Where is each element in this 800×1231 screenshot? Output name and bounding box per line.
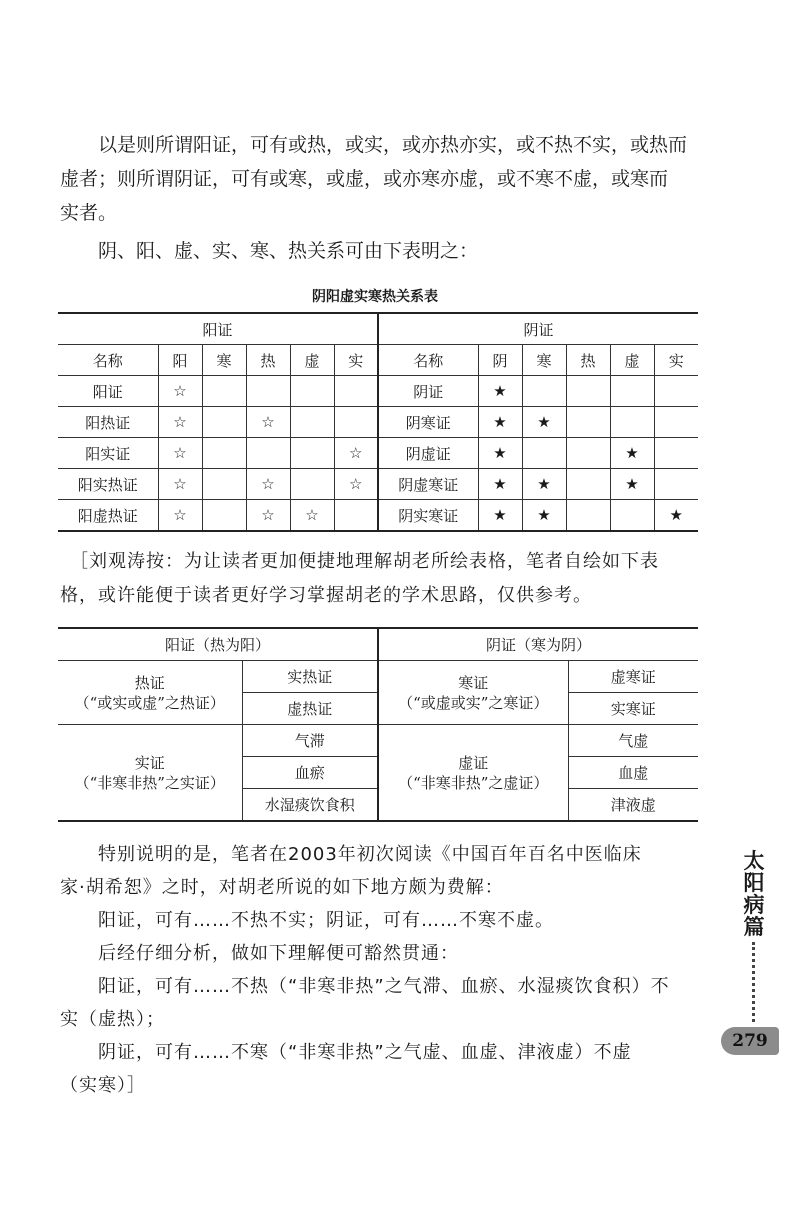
cold-syndrome-label: 寒证 [458,673,489,692]
star-mark [334,376,378,407]
excess-cold-cell: 实寒证 [568,693,698,725]
yin-row-name: 阴寒证 [378,407,478,438]
column-header: 热 [566,345,610,376]
star-mark: ★ [522,500,566,532]
star-mark [566,376,610,407]
star-mark: ☆ [158,500,202,532]
yin-group-header: 阴证 [378,313,698,345]
column-header: 名称 [378,345,478,376]
table-row [58,725,698,757]
table-row [58,500,698,532]
deficiency-syndrome-subtitle: （“非寒非热”之虚证） [398,773,549,792]
star-mark: ★ [478,376,522,407]
column-header: 阳 [158,345,202,376]
table-row [58,407,698,438]
star-mark: ☆ [158,469,202,500]
star-mark: ☆ [290,500,334,532]
table-group-header-row [58,313,698,345]
star-mark: ★ [522,407,566,438]
yin-row-name: 阴证 [378,376,478,407]
star-mark: ★ [654,500,698,532]
dampness-phlegm-cell: 水湿痰饮食积 [242,789,378,822]
star-mark [522,438,566,469]
star-mark [566,438,610,469]
star-mark: ★ [610,438,654,469]
column-header: 名称 [58,345,158,376]
star-mark [202,469,246,500]
column-header: 实 [654,345,698,376]
star-mark: ☆ [334,438,378,469]
excess-syndrome-subtitle: （“非寒非热”之实证） [74,773,225,792]
qi-deficiency-cell: 气虚 [568,725,698,757]
editor-note: ［刘观涛按：为让读者更加便捷地理解胡老所绘表格，笔者自绘如下表 格，或许能便于读者更好学习掌握胡老的学术思路，仅供参考。 [60,551,659,606]
heat-syndrome-subtitle: （“或实或虚”之热证） [74,693,225,712]
star-mark: ☆ [246,500,290,532]
star-mark [202,500,246,532]
star-mark: ★ [522,469,566,500]
yin-row-name: 阴虚证 [378,438,478,469]
star-mark [246,376,290,407]
table-row [58,438,698,469]
excess-syndrome-label: 实证 [134,753,165,772]
star-mark [566,407,610,438]
star-mark [202,438,246,469]
cold-syndrome-subtitle: （“或虚或实”之寒证） [398,693,549,712]
star-mark: ☆ [158,376,202,407]
excess-syndrome-cell [58,725,242,822]
column-header: 虚 [610,345,654,376]
star-mark [610,407,654,438]
star-mark [654,407,698,438]
column-header: 阴 [478,345,522,376]
yang-row-name: 阳虚热证 [58,500,158,532]
commentary-paragraph: 特别说明的是，笔者在2003年初次阅读《中国百年百名中医临床 家·胡希恕》之时，对胡老所说的如下地方颇为费解： 阳证，可有……不热不实；阴证，可有……不寒不虚。 后经仔细分析，做如下理解便可豁然贯通： 阳证，可有……不热（“非寒非热”之气滞、血瘀、水湿痰饮食积）不 实（虚热）； 阴证，可有……不寒（“非寒非热”之气虚、血虚、津液虚）不虚 （实寒）］ [60,844,670,1096]
column-header: 寒 [202,345,246,376]
column-header: 寒 [522,345,566,376]
table-row [58,469,698,500]
star-mark: ★ [478,500,522,532]
star-mark [202,376,246,407]
table-column-header-row [58,345,698,376]
star-mark: ☆ [158,438,202,469]
table-row [58,661,698,693]
star-mark: ★ [478,469,522,500]
yang-row-name: 阳实证 [58,438,158,469]
yang-row-name: 阳实热证 [58,469,158,500]
star-mark: ☆ [334,469,378,500]
yin-yang-relation-table [58,312,698,532]
deficiency-syndrome-label: 虚证 [458,753,489,772]
yin-cold-header: 阴证（寒为阴） [378,628,698,661]
star-mark [202,407,246,438]
column-header: 热 [246,345,290,376]
star-mark: ☆ [246,407,290,438]
yang-row-name: 阳证 [58,376,158,407]
deficiency-syndrome-cell [378,725,568,822]
heat-syndrome-label: 热证 [134,673,165,692]
star-mark: ☆ [246,469,290,500]
cold-syndrome-cell [378,661,568,725]
chapter-side-label: 太 阳 病 篇 [743,849,765,939]
star-mark [290,407,334,438]
yang-heat-header: 阳证（热为阳） [58,628,378,661]
yang-row-name: 阳热证 [58,407,158,438]
star-mark [334,500,378,532]
star-mark: ★ [478,407,522,438]
star-mark [566,469,610,500]
table-row [58,376,698,407]
yin-row-name: 阴实寒证 [378,500,478,532]
table-group-header-row [58,628,698,661]
fluid-deficiency-cell: 津液虚 [568,789,698,822]
star-mark [654,376,698,407]
yang-group-header: 阳证 [58,313,378,345]
blood-stasis-cell: 血瘀 [242,757,378,789]
deficiency-cold-cell: 虚寒证 [568,661,698,693]
intro-paragraph: 以是则所谓阳证，可有或热，或实，或亦热亦实，或不热不实，或热而 虚者；则所谓阴证，可有或寒，或虚，或亦寒亦虚，或不寒不虚，或寒而 实者。 阴、阳、虚、实、寒、热关系可由下表明之： [60,134,688,262]
star-mark [654,469,698,500]
star-mark [290,469,334,500]
star-mark [334,407,378,438]
excess-heat-cell: 实热证 [242,661,378,693]
column-header: 实 [334,345,378,376]
side-dotted-rule [752,942,755,1022]
star-mark [246,438,290,469]
yin-row-name: 阴虚寒证 [378,469,478,500]
column-header: 虚 [290,345,334,376]
star-mark [290,376,334,407]
star-mark [654,438,698,469]
deficiency-heat-cell: 虚热证 [242,693,378,725]
star-mark [610,376,654,407]
author-comparison-table [58,627,698,822]
star-mark: ☆ [158,407,202,438]
star-mark [522,376,566,407]
star-mark [610,500,654,532]
blood-deficiency-cell: 血虚 [568,757,698,789]
page-number: 279 [721,1027,779,1055]
star-mark [566,500,610,532]
heat-syndrome-cell [58,661,242,725]
star-mark: ★ [478,438,522,469]
star-mark [290,438,334,469]
qi-stagnation-cell: 气滞 [242,725,378,757]
table-caption: 阴阳虚实寒热关系表 [312,289,438,305]
star-mark: ★ [610,469,654,500]
